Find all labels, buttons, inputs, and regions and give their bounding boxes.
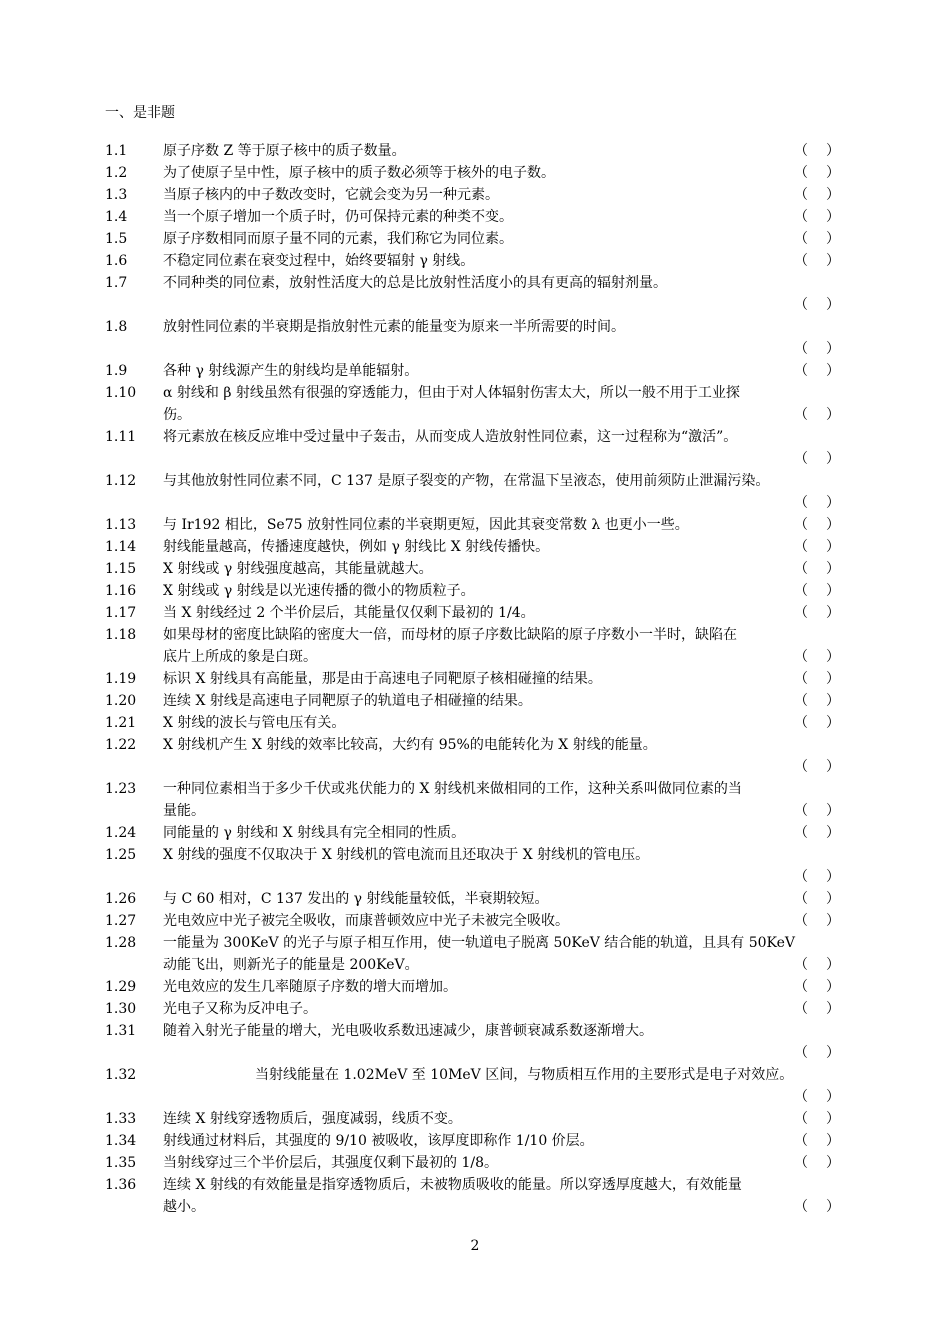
question-item: [105, 1064, 850, 1108]
question-line: [105, 954, 850, 976]
question-item: [105, 602, 850, 624]
answer-blank[interactable]: [794, 448, 840, 470]
answer-blank[interactable]: [794, 404, 840, 426]
paren-close: ）: [826, 693, 840, 709]
question-item: [105, 734, 850, 778]
paren-close: ）: [826, 561, 840, 577]
question-item: [105, 580, 850, 602]
question-line: [105, 448, 850, 470]
paren-open: （: [794, 495, 808, 511]
question-item: [105, 1020, 850, 1064]
question-line: [105, 932, 850, 954]
question-line: [105, 1174, 850, 1196]
question-item: [105, 932, 850, 976]
answer-blank[interactable]: [794, 1130, 840, 1152]
question-text: 光电效应中光子被完全吸收，而康普顿效应中光子未被完全吸收。: [163, 913, 569, 929]
question-line: [105, 800, 850, 822]
question-line: [105, 580, 850, 602]
paren-close: ）: [826, 1133, 840, 1149]
question-number: 1.14: [105, 539, 137, 555]
paren-open: （: [794, 671, 808, 687]
paren-close: ）: [826, 231, 840, 247]
question-text: X 射线或 γ 射线强度越高，其能量就越大。: [163, 561, 433, 577]
paren-open: （: [794, 1155, 808, 1171]
question-text: 与 C 60 相对，C 137 发出的 γ 射线能量较低，半衰期较短。: [163, 891, 549, 907]
question-number: 1.23: [105, 781, 137, 797]
question-line: [105, 624, 850, 646]
paren-open: （: [794, 979, 808, 995]
question-text: 一种同位素相当于多少千伏或兆伏能力的 X 射线机来做相同的工作，这种关系叫做同位素的当: [163, 781, 742, 797]
question-line: [105, 1064, 850, 1086]
question-item: [105, 184, 850, 206]
question-number: 1.21: [105, 715, 137, 731]
answer-blank[interactable]: [794, 998, 840, 1020]
paren-close: ）: [826, 913, 840, 929]
paren-close: ）: [826, 825, 840, 841]
question-number: 1.27: [105, 913, 137, 929]
question-number: 1.33: [105, 1111, 137, 1127]
question-line: [105, 778, 850, 800]
question-item: [105, 844, 850, 888]
answer-blank[interactable]: [794, 338, 840, 360]
paren-open: （: [794, 1199, 808, 1215]
answer-blank[interactable]: [794, 668, 840, 690]
question-item: [105, 1108, 850, 1130]
answer-blank[interactable]: [794, 910, 840, 932]
question-text: X 射线机产生 X 射线的效率比较高，大约有 95%的电能转化为 X 射线的能量。: [163, 737, 657, 753]
question-number: 1.26: [105, 891, 137, 907]
question-text: 量能。: [163, 803, 205, 819]
question-line: [105, 162, 850, 184]
question-line: [105, 206, 850, 228]
question-line: [105, 184, 850, 206]
question-item: [105, 690, 850, 712]
question-text: 底片上所成的象是白斑。: [163, 649, 317, 665]
question-line: [105, 1130, 850, 1152]
question-line: [105, 690, 850, 712]
paren-close: ）: [826, 1155, 840, 1171]
question-item: [105, 1152, 850, 1174]
question-line: [105, 404, 850, 426]
paren-open: （: [794, 539, 808, 555]
answer-blank[interactable]: [794, 756, 840, 778]
question-line: [105, 888, 850, 910]
question-number: 1.17: [105, 605, 137, 621]
paren-close: ）: [826, 1045, 840, 1061]
answer-blank[interactable]: [794, 1196, 840, 1218]
question-text: 原子序数相同而原子量不同的元素，我们称它为同位素。: [163, 231, 513, 247]
answer-blank[interactable]: [794, 800, 840, 822]
question-number: 1.2: [105, 165, 128, 181]
question-line: [105, 338, 850, 360]
question-item: [105, 976, 850, 998]
paren-close: ）: [826, 143, 840, 159]
paren-open: （: [794, 297, 808, 313]
answer-blank[interactable]: [794, 558, 840, 580]
paren-open: （: [794, 363, 808, 379]
question-number: 1.8: [105, 319, 128, 335]
question-text: 当射线穿过三个半价层后，其强度仅剩下最初的 1/8。: [163, 1155, 498, 1171]
paren-close: ）: [826, 451, 840, 467]
paren-open: （: [794, 693, 808, 709]
answer-blank[interactable]: [794, 580, 840, 602]
question-text: 当射线能量在 1.02MeV 至 10MeV 区间，与物质相互作用的主要形式是电子对效应。: [255, 1067, 794, 1083]
question-text: 连续 X 射线穿透物质后，强度减弱，线质不变。: [163, 1111, 462, 1127]
question-number: 1.19: [105, 671, 137, 687]
question-item: [105, 998, 850, 1020]
paren-close: ）: [826, 495, 840, 511]
answer-blank[interactable]: [794, 360, 840, 382]
question-item: [105, 316, 850, 360]
answer-blank[interactable]: [794, 514, 840, 536]
answer-blank[interactable]: [794, 690, 840, 712]
paren-close: ）: [826, 803, 840, 819]
question-item: [105, 536, 850, 558]
paren-open: （: [794, 1111, 808, 1127]
paren-close: ）: [826, 759, 840, 775]
question-text: 当 X 射线经过 2 个半价层后，其能量仅仅剩下最初的 1/4。: [163, 605, 535, 621]
paren-open: （: [794, 231, 808, 247]
question-item: [105, 382, 850, 426]
paren-close: ）: [826, 363, 840, 379]
paren-close: ）: [826, 583, 840, 599]
question-number: 1.13: [105, 517, 137, 533]
paren-open: （: [794, 759, 808, 775]
question-text: X 射线的波长与管电压有关。: [163, 715, 346, 731]
question-number: 1.9: [105, 363, 128, 379]
question-text: 为了使原子呈中性，原子核中的质子数必须等于核外的电子数。: [163, 165, 555, 181]
answer-blank[interactable]: [794, 162, 840, 184]
question-text: 标识 X 射线具有高能量，那是由于高速电子同靶原子核相碰撞的结果。: [163, 671, 602, 687]
question-line: [105, 514, 850, 536]
question-line: [105, 646, 850, 668]
paren-open: （: [794, 517, 808, 533]
answer-blank[interactable]: [794, 228, 840, 250]
question-item: [105, 558, 850, 580]
question-number: 1.30: [105, 1001, 137, 1017]
question-number: 1.3: [105, 187, 128, 203]
page-number: 2: [470, 1238, 480, 1254]
question-line: [105, 250, 850, 272]
paren-open: （: [794, 165, 808, 181]
question-line: [105, 426, 850, 448]
question-number: 1.22: [105, 737, 137, 753]
question-line: [105, 382, 850, 404]
question-line: [105, 470, 850, 492]
paren-open: （: [794, 1133, 808, 1149]
question-number: 1.7: [105, 275, 128, 291]
question-number: 1.24: [105, 825, 137, 841]
question-item: [105, 668, 850, 690]
question-item: [105, 162, 850, 184]
question-number: 1.25: [105, 847, 137, 863]
question-text: 各种 γ 射线源产生的射线均是单能辐射。: [163, 363, 419, 379]
question-list: [105, 140, 850, 1218]
paren-close: ）: [826, 253, 840, 269]
question-number: 1.1: [105, 143, 128, 159]
question-line: [105, 602, 850, 624]
question-line: [105, 140, 850, 162]
paren-close: ）: [826, 1199, 840, 1215]
question-item: [105, 470, 850, 514]
paren-open: （: [794, 803, 808, 819]
question-line: [105, 866, 850, 888]
question-item: [105, 1130, 850, 1152]
section-title: 一、是非题: [105, 105, 175, 121]
question-text: 如果母材的密度比缺陷的密度大一倍，而母材的原子序数比缺陷的原子序数小一半时，缺陷在: [163, 627, 737, 643]
question-text: 同能量的 γ 射线和 X 射线具有完全相同的性质。: [163, 825, 466, 841]
answer-blank[interactable]: [794, 976, 840, 998]
paren-close: ）: [826, 957, 840, 973]
question-line: [105, 294, 850, 316]
question-text: 光电效应的发生几率随原子序数的增大而增加。: [163, 979, 457, 995]
question-text: X 射线或 γ 射线是以光速传播的微小的物质粒子。: [163, 583, 475, 599]
question-text: 不稳定同位素在衰变过程中，始终要辐射 γ 射线。: [163, 253, 475, 269]
question-line: [105, 1152, 850, 1174]
question-item: [105, 778, 850, 822]
question-number: 1.11: [105, 429, 137, 445]
question-line: [105, 360, 850, 382]
paren-open: （: [794, 1045, 808, 1061]
question-number: 1.34: [105, 1133, 137, 1149]
question-text: 与其他放射性同位素不同，C 137 是原子裂变的产物，在常温下呈液态，使用前须防止泄漏污染。: [163, 473, 770, 489]
answer-blank[interactable]: [794, 602, 840, 624]
answer-blank[interactable]: [794, 1152, 840, 1174]
answer-blank[interactable]: [794, 866, 840, 888]
question-item: [105, 712, 850, 734]
paren-close: ）: [826, 869, 840, 885]
question-line: [105, 558, 850, 580]
answer-blank[interactable]: [794, 1108, 840, 1130]
question-text: X 射线的强度不仅取决于 X 射线机的管电流而且还取决于 X 射线机的管电压。: [163, 847, 650, 863]
question-number: 1.29: [105, 979, 137, 995]
question-line: [105, 228, 850, 250]
question-text: 光电子又称为反冲电子。: [163, 1001, 317, 1017]
question-text: 伤。: [163, 407, 191, 423]
question-number: 1.6: [105, 253, 128, 269]
paren-close: ）: [826, 1089, 840, 1105]
question-item: [105, 228, 850, 250]
question-number: 1.20: [105, 693, 137, 709]
question-number: 1.35: [105, 1155, 137, 1171]
question-text: 不同种类的同位素，放射性活度大的总是比放射性活度小的具有更高的辐射剂量。: [163, 275, 667, 291]
paren-close: ）: [826, 165, 840, 181]
paren-close: ）: [826, 517, 840, 533]
question-line: [105, 734, 850, 756]
paren-close: ）: [826, 1111, 840, 1127]
paren-close: ）: [826, 297, 840, 313]
paren-open: （: [794, 1001, 808, 1017]
answer-blank[interactable]: [794, 294, 840, 316]
paren-open: （: [794, 451, 808, 467]
question-line: [105, 844, 850, 866]
paren-open: （: [794, 649, 808, 665]
question-line: [105, 822, 850, 844]
question-item: [105, 272, 850, 316]
question-line: [105, 272, 850, 294]
paren-open: （: [794, 209, 808, 225]
question-text: 连续 X 射线的有效能量是指穿透物质后，未被物质吸收的能量。所以穿透厚度越大，有效能量: [163, 1177, 742, 1193]
paren-close: ）: [826, 979, 840, 995]
question-line: [105, 316, 850, 338]
paren-open: （: [794, 187, 808, 203]
answer-blank[interactable]: [794, 536, 840, 558]
question-text: 随着入射光子能量的增大，光电吸收系数迅速减少，康普顿衰减系数逐渐增大。: [163, 1023, 653, 1039]
question-line: [105, 1020, 850, 1042]
question-line: [105, 756, 850, 778]
question-number: 1.31: [105, 1023, 137, 1039]
paren-open: （: [794, 1089, 808, 1105]
question-item: [105, 624, 850, 668]
question-line: [105, 998, 850, 1020]
question-text: 一能量为 300KeV 的光子与原子相互作用，使一轨道电子脱离 50KeV 结合能的轨道，且具有 50KeV: [163, 935, 796, 951]
paren-open: （: [794, 869, 808, 885]
question-line: [105, 492, 850, 514]
paren-open: （: [794, 341, 808, 357]
paren-open: （: [794, 407, 808, 423]
question-item: [105, 910, 850, 932]
paren-open: （: [794, 957, 808, 973]
question-line: [105, 668, 850, 690]
question-number: 1.36: [105, 1177, 137, 1193]
question-item: [105, 822, 850, 844]
question-line: [105, 976, 850, 998]
question-line: [105, 1108, 850, 1130]
answer-blank[interactable]: [794, 250, 840, 272]
question-text: 当一个原子增加一个质子时，仍可保持元素的种类不变。: [163, 209, 513, 225]
question-item: [105, 250, 850, 272]
paren-close: ）: [826, 649, 840, 665]
question-number: 1.12: [105, 473, 137, 489]
question-line: [105, 712, 850, 734]
paren-open: （: [794, 253, 808, 269]
question-line: [105, 1086, 850, 1108]
answer-blank[interactable]: [794, 1086, 840, 1108]
question-number: 1.32: [105, 1067, 137, 1083]
question-item: [105, 206, 850, 228]
answer-blank[interactable]: [794, 140, 840, 162]
question-number: 1.16: [105, 583, 137, 599]
question-line: [105, 1196, 850, 1218]
question-item: [105, 1174, 850, 1218]
paren-open: （: [794, 561, 808, 577]
question-text: α 射线和 β 射线虽然有很强的穿透能力，但由于对人体辐射伤害太大，所以一般不用于工业探: [163, 385, 740, 401]
question-text: 射线能量越高，传播速度越快，例如 γ 射线比 X 射线传播快。: [163, 539, 550, 555]
paren-open: （: [794, 143, 808, 159]
question-text: 将元素放在核反应堆中受过量中子轰击，从而变成人造放射性同位素，这一过程称为“激活”。: [163, 429, 738, 445]
paren-open: （: [794, 913, 808, 929]
question-text: 原子序数 Z 等于原子核中的质子数量。: [163, 143, 406, 159]
question-item: [105, 888, 850, 910]
question-line: [105, 1042, 850, 1064]
paren-open: （: [794, 583, 808, 599]
question-number: 1.15: [105, 561, 137, 577]
answer-blank[interactable]: [794, 888, 840, 910]
paren-close: ）: [826, 605, 840, 621]
question-line: [105, 910, 850, 932]
question-line: [105, 536, 850, 558]
answer-blank[interactable]: [794, 646, 840, 668]
paren-open: （: [794, 825, 808, 841]
paren-close: ）: [826, 671, 840, 687]
paren-close: ）: [826, 1001, 840, 1017]
paren-close: ）: [826, 715, 840, 731]
question-number: 1.28: [105, 935, 137, 951]
question-number: 1.5: [105, 231, 128, 247]
answer-blank[interactable]: [794, 1042, 840, 1064]
question-number: 1.18: [105, 627, 137, 643]
question-number: 1.4: [105, 209, 128, 225]
question-text: 连续 X 射线是高速电子同靶原子的轨道电子相碰撞的结果。: [163, 693, 532, 709]
question-text: 动能飞出，则新光子的能量是 200KeV。: [163, 957, 419, 973]
paren-open: （: [794, 891, 808, 907]
question-text: 与 Ir192 相比，Se75 放射性同位素的半衰期更短，因此其衰变常数 λ 也更小一些。: [163, 517, 689, 533]
question-text: 越小。: [163, 1199, 205, 1215]
paren-close: ）: [826, 539, 840, 555]
answer-blank[interactable]: [794, 822, 840, 844]
paren-close: ）: [826, 187, 840, 203]
paren-close: ）: [826, 891, 840, 907]
paren-close: ）: [826, 407, 840, 423]
question-text: 放射性同位素的半衰期是指放射性元素的能量变为原来一半所需要的时间。: [163, 319, 625, 335]
answer-blank[interactable]: [794, 206, 840, 228]
paren-open: （: [794, 715, 808, 731]
question-text: 当原子核内的中子数改变时，它就会变为另一种元素。: [163, 187, 499, 203]
paren-open: （: [794, 605, 808, 621]
question-item: [105, 426, 850, 470]
question-item: [105, 360, 850, 382]
paren-close: ）: [826, 341, 840, 357]
answer-blank[interactable]: [794, 184, 840, 206]
question-item: [105, 514, 850, 536]
question-text: 射线通过材料后，其强度的 9/10 被吸收，该厚度即称作 1/10 价层。: [163, 1133, 594, 1149]
question-item: [105, 140, 850, 162]
question-number: 1.10: [105, 385, 137, 401]
answer-blank[interactable]: [794, 712, 840, 734]
answer-blank[interactable]: [794, 492, 840, 514]
answer-blank[interactable]: [794, 954, 840, 976]
paren-close: ）: [826, 209, 840, 225]
